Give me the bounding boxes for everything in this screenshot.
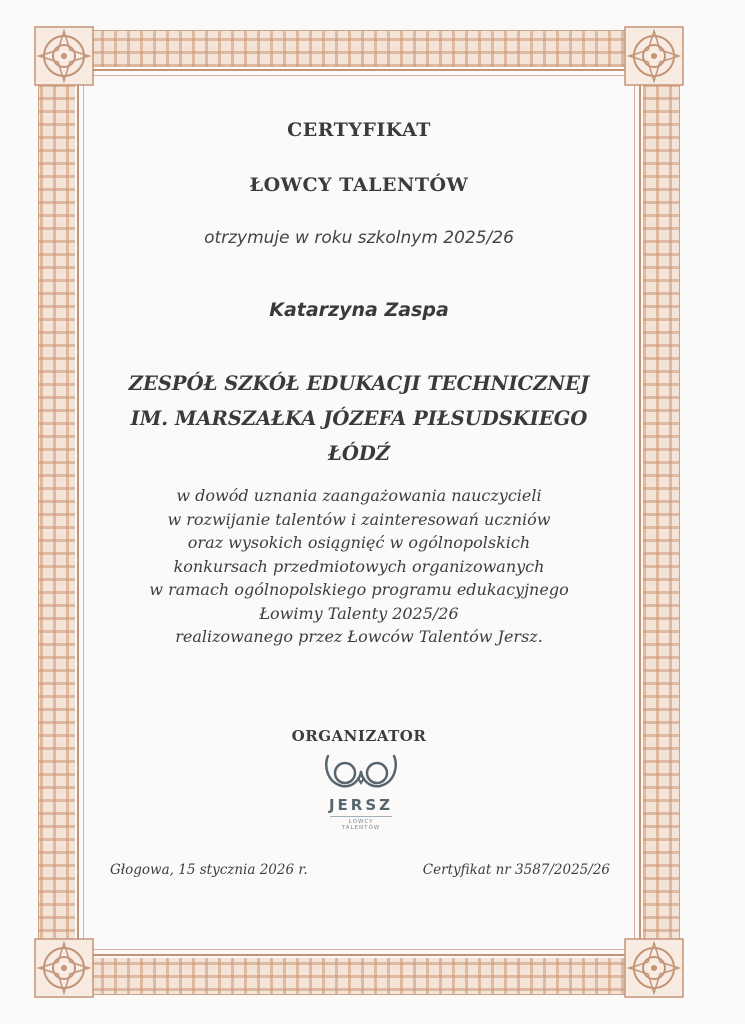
school-name — [84, 366, 634, 471]
certificate-title: CERTYFIKAT — [287, 119, 431, 141]
corner-ornament-icon — [33, 937, 95, 999]
body-line: w dowód uznania zaangażowania nauczycieli — [176, 486, 542, 505]
body-line: w ramach ogólnopolskiego programu edukacyjnego — [149, 580, 569, 599]
owl-eyes-logo-icon — [322, 752, 400, 792]
body-line: w rozwijanie talentów i zainteresowań uczniów — [167, 509, 551, 529]
certificate-content — [84, 76, 634, 946]
recipient-name: Katarzyna Zaspa — [269, 299, 449, 321]
school-line: ŁÓDŹ — [328, 442, 390, 465]
corner-ornament-icon — [623, 937, 685, 999]
organizer-label: ORGANIZATOR — [291, 727, 427, 745]
logo-tagline: ŁOWCY TALENTÓW — [330, 816, 392, 831]
body-line: konkursach przedmiotowych organizowanych — [173, 556, 545, 576]
certificate-number: Certyfikat nr 3587/2025/26 — [422, 862, 610, 878]
school-line: IM. MARSZAŁKA JÓZEFA PIŁSUDSKIEGO — [130, 407, 588, 430]
certificate-title-line2: ŁOWCY TALENTÓW — [249, 174, 469, 196]
certificate-subtitle: otrzymuje w roku szkolnym 2025/26 — [204, 228, 514, 248]
school-line: ZESPÓŁ SZKÓŁ EDUKACJI TECHNICZNEJ — [128, 372, 590, 395]
certificate-body — [84, 484, 634, 649]
place-date: Głogowa, 15 stycznia 2026 r. — [110, 862, 308, 878]
jersz-logo — [322, 752, 400, 834]
body-line: realizowanego przez Łowców Talentów Jersz. — [175, 627, 543, 646]
body-line: Łowimy Talenty 2025/26 — [259, 603, 459, 623]
logo-wordmark: JERSZ — [328, 796, 394, 814]
body-line: oraz wysokich osiągnięć w ogólnopolskich — [187, 533, 531, 552]
